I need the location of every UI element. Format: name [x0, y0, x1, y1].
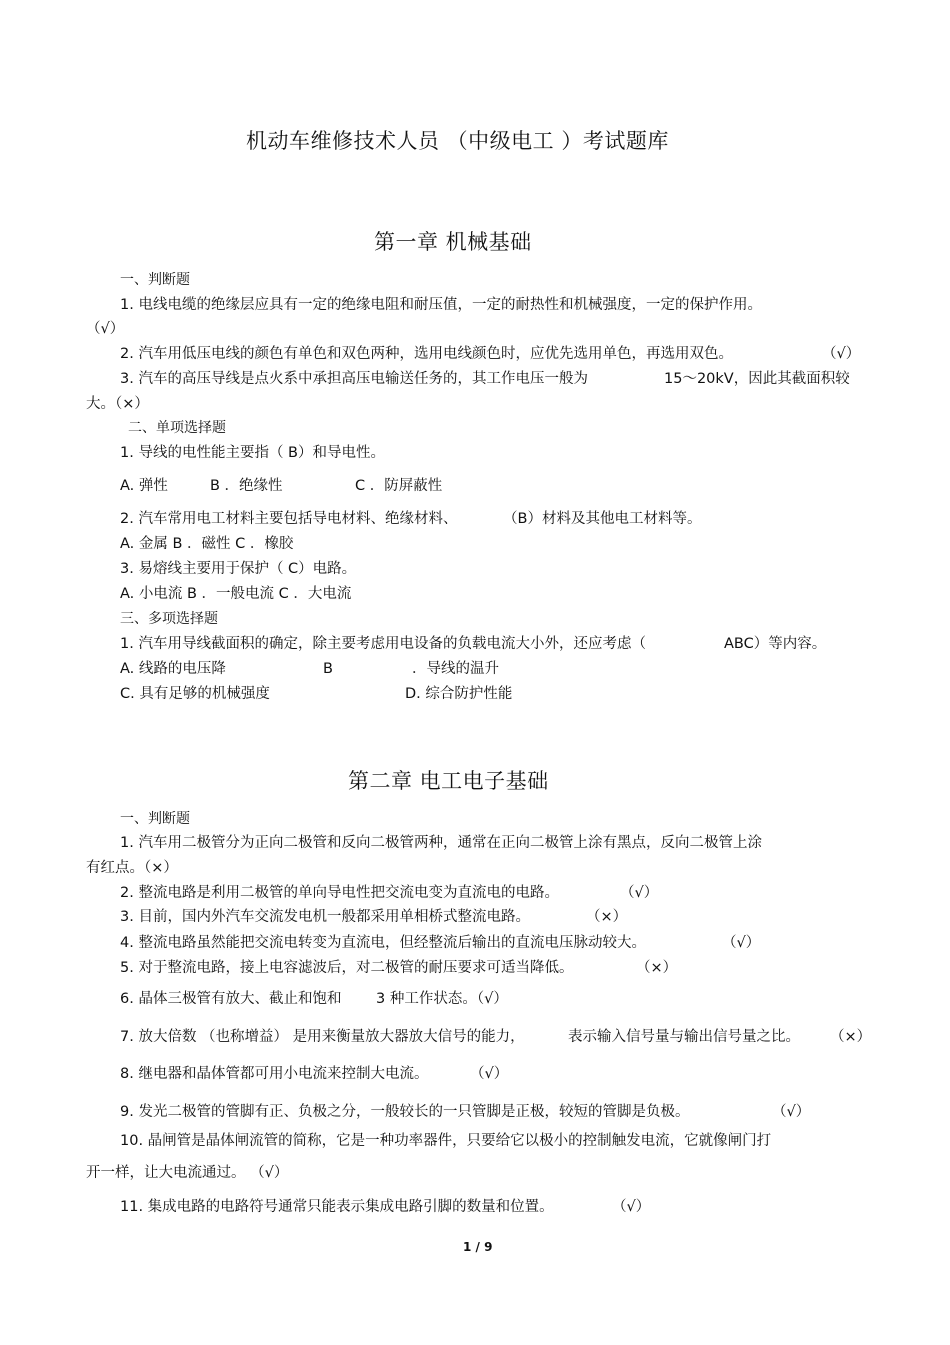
question-text: 开一样，让大电流通过。 （√）: [86, 1165, 289, 1181]
question-text: 4. 整流电路虽然能把交流电转变为直流电，但经整流后输出的直流电压脉动较大。: [120, 935, 646, 951]
question-text: 10. 晶闸管是晶体闸流管的简称，它是一种功率器件，只要给它以极小的控制触发电流，它就像闸门打: [120, 1133, 772, 1149]
answer-mark: （√）: [86, 321, 125, 337]
option-b-text: ．导线的温升: [412, 661, 499, 677]
question-text: 9. 发光二极管的管脚有正、负极之分，一般较长的一只管脚是正极，较短的管脚是负极。: [120, 1104, 690, 1120]
page-title: 机动车维修技术人员 （中级电工 ）考试题库: [246, 129, 669, 153]
section-single-choice-heading: 二、单项选择题: [128, 420, 226, 436]
question-text: 2. 整流电路是利用二极管的单向导电性把交流电变为直流电的电路。: [120, 885, 559, 901]
answer-mark: （×）: [830, 1029, 872, 1045]
answer-mark: （×）: [586, 909, 628, 925]
section-judgement-heading: 一、判断题: [120, 811, 190, 827]
options: A. 小电流 B ．一般电流 C ．大电流: [120, 586, 352, 602]
question-text: 2. 汽车常用电工材料主要包括导电材料、绝缘材料、: [120, 511, 458, 527]
question-text: 15～20kV，因此其截面积较: [664, 371, 850, 387]
question-text: 表示输入信号量与输出信号量之比。: [568, 1029, 800, 1045]
answer-mark: （√）: [722, 935, 761, 951]
option-a: A. 线路的电压降: [120, 661, 226, 677]
chapter-2-heading: 第二章 电工电子基础: [348, 769, 549, 793]
question-text: 大。（×）: [86, 396, 149, 412]
option-d: D. 综合防护性能: [405, 686, 513, 702]
question-text: 6. 晶体三极管有放大、截止和饱和: [120, 991, 342, 1007]
chapter-1-heading: 第一章 机械基础: [374, 230, 532, 254]
question-text: 11. 集成电路的电路符号通常只能表示集成电路引脚的数量和位置。: [120, 1199, 554, 1215]
question-text: 有红点。（×）: [86, 860, 178, 876]
answer-mark: （√）: [612, 1199, 651, 1215]
section-multi-choice-heading: 三、多项选择题: [120, 611, 218, 627]
question-text: （B）材料及其他电工材料等。: [503, 511, 702, 527]
question-text: 1. 导线的电性能主要指（ B）和导电性。: [120, 445, 385, 461]
option-b: B: [323, 661, 333, 677]
question-text: 3. 目前，国内外汽车交流发电机一般都采用单相桥式整流电路。: [120, 909, 530, 925]
question-text: 2. 汽车用低压电线的颜色有单色和双色两种，选用电线颜色时，应优先选用单色，再选用双色。: [120, 346, 733, 362]
answer-mark: （√）: [620, 885, 659, 901]
answer-mark: （×）: [636, 960, 678, 976]
question-text: 7. 放大倍数 （也称增益） 是用来衡量放大器放大信号的能力，: [120, 1029, 525, 1045]
options: A. 金属 B ．磁性 C ．橡胶: [120, 536, 294, 552]
question-text: 1. 汽车用二极管分为正向二极管和反向二极管两种，通常在正向二极管上涂有黑点，反向二极管上涂: [120, 835, 762, 851]
option-c: C. 具有足够的机械强度: [120, 686, 270, 702]
answer-mark: （√）: [772, 1104, 811, 1120]
question-text: 5. 对于整流电路，接上电容滤波后，对二极管的耐压要求可适当降低。: [120, 960, 574, 976]
question-text: 3. 易熔线主要用于保护（ C）电路。: [120, 561, 357, 577]
question-text: ABC）等内容。: [724, 636, 827, 652]
question-text: 8. 继电器和晶体管都可用小电流来控制大电流。: [120, 1066, 429, 1082]
answer-mark: （√）: [822, 346, 861, 362]
answer-mark: （√）: [470, 1066, 509, 1082]
option-c: C ．防屏蔽性: [355, 478, 443, 494]
question-text: 3. 汽车的高压导线是点火系中承担高压电输送任务的，其工作电压一般为: [120, 371, 588, 387]
section-judgement-heading: 一、判断题: [120, 272, 190, 288]
question-text: 1. 汽车用导线截面积的确定，除主要考虑用电设备的负载电流大小外，还应考虑（: [120, 636, 646, 652]
option-b: B ．绝缘性: [210, 478, 283, 494]
option-a: A. 弹性: [120, 478, 168, 494]
question-text: 3 种工作状态。（√）: [376, 991, 508, 1007]
question-text: 1. 电线电缆的绝缘层应具有一定的绝缘电阻和耐压值，一定的耐热性和机械强度，一定的保护作用。: [120, 297, 762, 313]
page-number: 1 / 9: [463, 1240, 493, 1254]
